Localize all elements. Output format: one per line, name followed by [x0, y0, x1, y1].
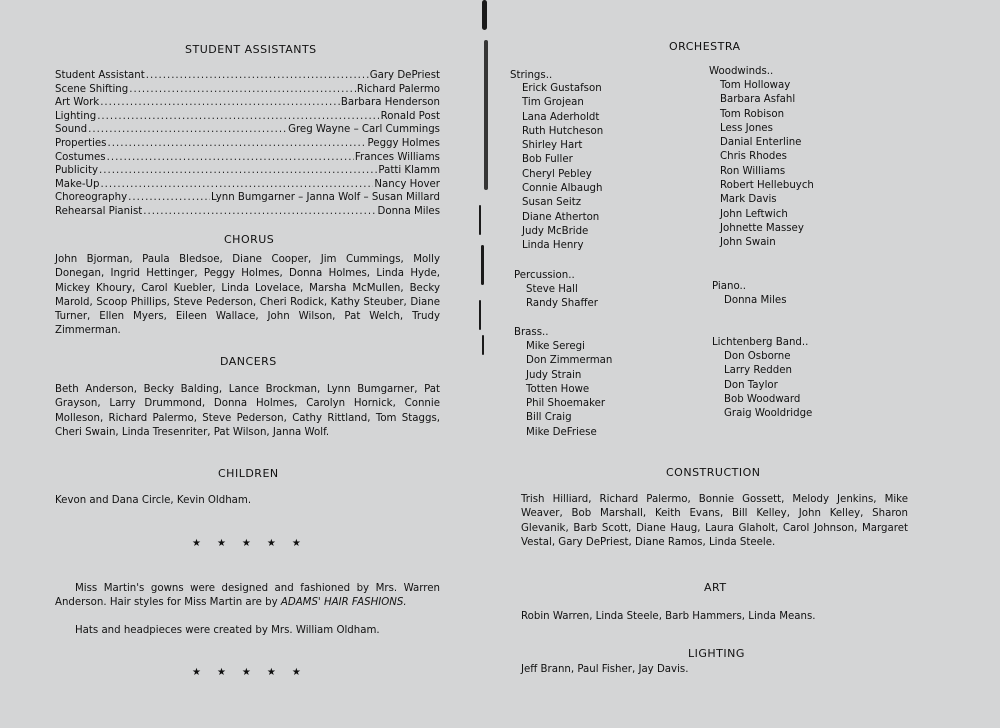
piano-list: [724, 294, 787, 308]
lighting-heading: LIGHTING: [688, 647, 745, 660]
lighting-members: Jeff Brann, Paul Fisher, Jay Davis.: [521, 664, 689, 675]
musician-name: Robert Hellebuych: [720, 180, 814, 192]
credit-row: [55, 110, 440, 124]
musician-name: John Swain: [720, 237, 776, 249]
musician-name: Randy Shaffer: [526, 298, 598, 310]
art-heading: ART: [704, 581, 727, 594]
musician-name: Mark Davis: [720, 194, 777, 206]
brass-list: [526, 340, 612, 440]
construction-members: Trish Hilliard, Richard Palermo, Bonnie Gossett, Melody Jenkins, Mike Weaver, Bob Marshall, Keith Evans, Bill Kelley, John Kelley, Sharon Glevanik, Barb Scott, Diane Haug, Laura Glaholt, Carol Johnson, Margaret Vestal, Gary DePriest, Diane Ramos, Linda Steele.: [521, 494, 908, 548]
credit-role: Publicity: [55, 165, 99, 177]
credit-name: Frances Williams: [354, 151, 440, 163]
brass-label: Brass..: [514, 327, 549, 338]
musician-name: Larry Redden: [724, 365, 792, 377]
credit-row: [55, 178, 440, 192]
credit-row: [55, 123, 440, 137]
credit-role: Properties: [55, 137, 107, 149]
percussion-label: Percussion..: [514, 270, 575, 281]
credit-name: Ronald Post: [380, 110, 440, 122]
credit-role: Scene Shifting: [55, 83, 129, 95]
credit-row: [55, 151, 440, 165]
page-gutter: [476, 0, 500, 728]
woodwinds-label: Woodwinds..: [709, 66, 774, 77]
musician-name: Don Zimmerman: [526, 355, 613, 367]
musician-name: Linda Henry: [522, 240, 584, 252]
leader-dots: [107, 151, 354, 165]
musician-name: Less Jones: [720, 122, 773, 134]
musician-name: Bob Woodward: [724, 393, 801, 405]
student-assistants-list: [55, 69, 440, 219]
dancers-members: Beth Anderson, Becky Balding, Lance Brockman, Lynn Bumgarner, Pat Grayson, Larry Drummond, Donna Holmes, Carolyn Hornick, Connie Molleson, Richard Palermo, Steve Pederson, Cathy Rittland, Tom Staggs, Cheri Swain, Linda Tresenriter, Pat Wilson, Janna Wolf.: [55, 384, 440, 438]
musician-name: Mike DeFriese: [526, 426, 597, 438]
credit-name: Patti Klamm: [378, 165, 440, 177]
musician-name: Tom Holloway: [720, 80, 791, 91]
leader-dots: [97, 110, 379, 124]
musician-name: Bob Fuller: [522, 154, 573, 166]
musician-name: Ron Williams: [720, 165, 786, 177]
musician-name: Judy Strain: [526, 369, 582, 381]
strings-list: [522, 82, 603, 254]
musician-name: Ruth Hutcheson: [522, 125, 604, 137]
leader-dots: [88, 123, 287, 137]
musician-name: Phil Shoemaker: [526, 398, 606, 410]
leader-dots: [99, 164, 377, 178]
chorus-members: John Bjorman, Paula Bledsoe, Diane Cooper, Jim Cummings, Molly Donegan, Ingrid Hettinger, Peggy Holmes, Donna Holmes, Linda Hyde, Mickey Khoury, Carol Kuebler, Linda Lovelace, Marsha McMullen, Becky Marold, Scoop Phillips, Steve Pederson, Cheri Rodick, Kathy Steuber, Diane Turner, Ellen Myers, Eileen Wallace, John Wilson, Pat Welch, Trudy Zimmerman.: [55, 254, 440, 337]
dancers-heading: DANCERS: [220, 355, 277, 368]
leader-dots: [129, 83, 356, 97]
student-assistants-heading: STUDENT ASSISTANTS: [185, 43, 317, 56]
credit-role: Choreography: [55, 192, 128, 204]
chorus-heading: CHORUS: [224, 233, 275, 246]
left-page: [0, 0, 480, 728]
musician-name: Diane Atherton: [522, 211, 600, 223]
piano-label: Piano..: [712, 281, 746, 292]
woodwinds-list: [720, 79, 814, 251]
leader-dots: [107, 137, 366, 151]
band-list: [724, 350, 812, 421]
orchestra-heading: ORCHESTRA: [669, 40, 741, 53]
gowns-note-text: Miss Martin's gowns were designed and fashioned by Mrs. Warren Anderson. Hair styles for Miss Martin are by: [55, 583, 440, 609]
leader-dots: [128, 191, 210, 205]
musician-name: Lana Aderholdt: [522, 111, 600, 123]
musician-name: Totten Howe: [526, 383, 590, 395]
musician-name: John Leftwich: [720, 208, 788, 220]
musician-name: Judy McBride: [522, 225, 589, 237]
children-members: Kevon and Dana Circle, Kevin Oldham.: [55, 495, 252, 506]
percussion-list: [526, 283, 598, 312]
musician-name: Danial Enterline: [720, 137, 802, 149]
hats-note: Hats and headpieces were created by Mrs. William Oldham.: [75, 625, 380, 636]
musician-name: Don Osborne: [724, 351, 791, 362]
strings-label: Strings..: [510, 70, 553, 81]
musician-name: Susan Seitz: [522, 197, 582, 209]
credit-name: Barbara Henderson: [340, 97, 440, 109]
musician-name: Barbara Asfahl: [720, 94, 796, 106]
musician-name: Connie Albaugh: [522, 183, 603, 195]
musician-name: Erick Gustafson: [522, 83, 602, 94]
credit-role: Lighting: [55, 110, 97, 122]
star-divider-1: ★★★★★: [192, 538, 317, 549]
credit-name: Nancy Hover: [374, 178, 440, 190]
musician-name: Cheryl Pebley: [522, 168, 592, 180]
musician-name: Tim Grojean: [522, 97, 584, 109]
leader-dots: [100, 178, 373, 192]
musician-name: Chris Rhodes: [720, 151, 787, 163]
musician-name: Tom Robison: [720, 108, 785, 120]
art-members: Robin Warren, Linda Steele, Barb Hammers, Linda Means.: [521, 611, 816, 622]
credit-name: Greg Wayne – Carl Cummings: [288, 124, 440, 136]
gowns-note: [55, 582, 440, 611]
credit-row: [55, 164, 440, 178]
musician-name: Don Taylor: [724, 379, 778, 391]
credit-row: [55, 69, 440, 83]
credit-name: Lynn Bumgarner – Janna Wolf – Susan Millard: [211, 192, 440, 204]
credit-row: [55, 205, 440, 219]
children-heading: CHILDREN: [218, 467, 279, 480]
right-page: [500, 0, 1000, 728]
musician-name: Mike Seregi: [526, 341, 585, 352]
credit-name: Gary DePriest: [369, 70, 440, 81]
musician-name: Graig Wooldridge: [724, 408, 813, 420]
credit-role: Make-Up: [55, 178, 100, 190]
credit-role: Costumes: [55, 151, 106, 163]
credit-row: [55, 96, 440, 110]
credit-row: [55, 137, 440, 151]
leader-dots: [143, 205, 376, 219]
credit-row: [55, 83, 440, 97]
star-divider-2: ★★★★★: [192, 667, 317, 678]
credit-role: Sound: [55, 124, 88, 136]
musician-name: Bill Craig: [526, 412, 572, 424]
band-label: Lichtenberg Band..: [712, 337, 809, 348]
leader-dots: [100, 96, 340, 110]
credit-role: Student Assistant: [55, 70, 145, 81]
musician-name: Shirley Hart: [522, 140, 583, 152]
musician-name: Johnette Massey: [720, 222, 804, 234]
credit-row: [55, 191, 440, 205]
construction-heading: CONSTRUCTION: [666, 466, 761, 479]
credit-role: Rehearsal Pianist: [55, 205, 143, 217]
leader-dots: [146, 69, 369, 83]
musician-name: Donna Miles: [724, 295, 787, 306]
credit-role: Art Work: [55, 97, 100, 109]
credit-name: Richard Palermo: [356, 83, 440, 95]
musician-name: Steve Hall: [526, 284, 578, 295]
credit-name: Donna Miles: [377, 205, 440, 217]
hair-salon-name: ADAMS' HAIR FASHIONS.: [280, 597, 407, 609]
credit-name: Peggy Holmes: [367, 137, 440, 149]
